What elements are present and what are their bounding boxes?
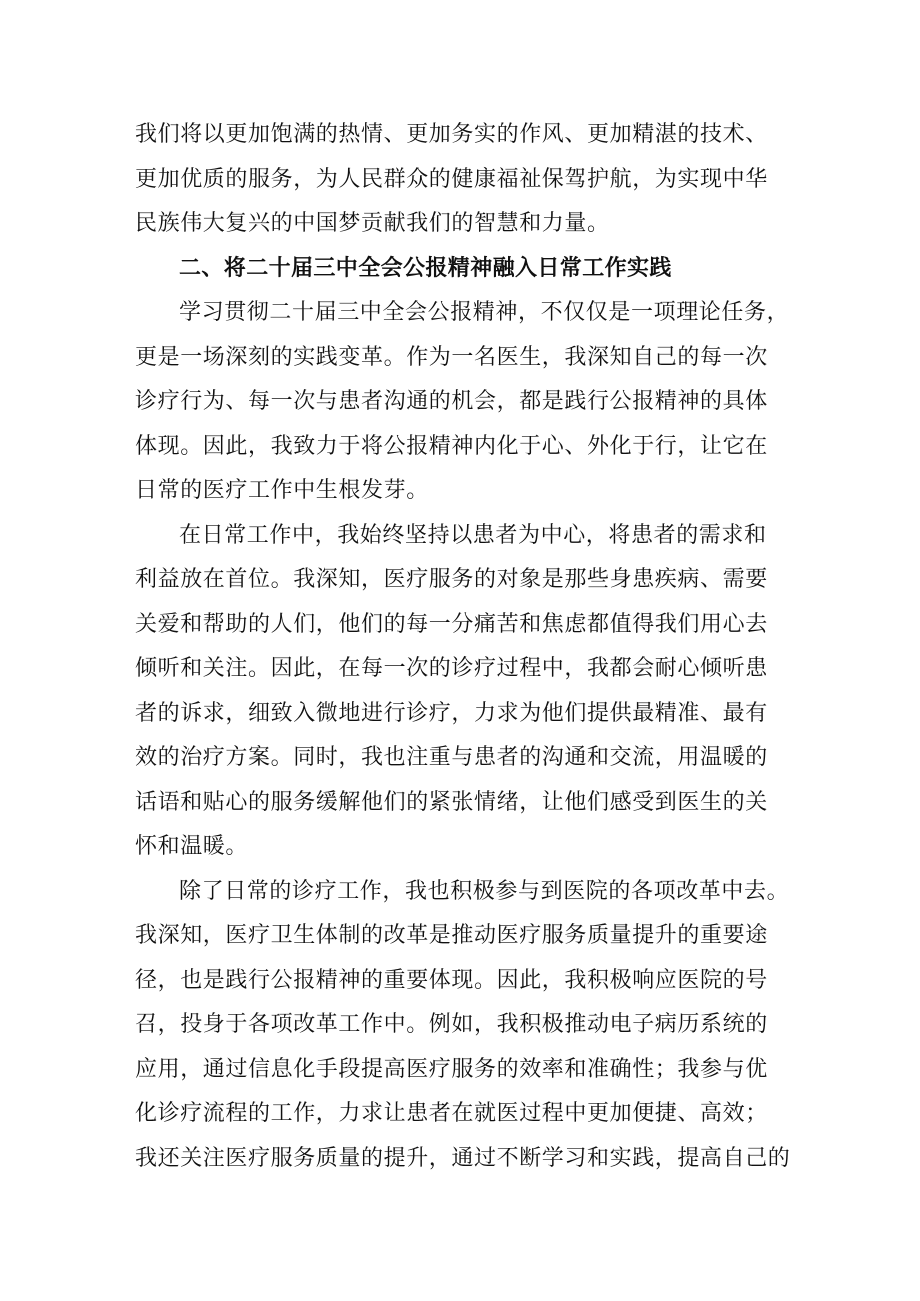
- text-line: 效的治疗方案。同时，我也注重与患者的沟通和交流，用温暖的: [135, 745, 768, 770]
- text-line: 者的诉求，细致入微地进行诊疗，力求为他们提供最精准、最有: [135, 700, 768, 726]
- section-heading: 二、将二十届三中全会公报精神融入日常工作实践: [179, 255, 672, 281]
- document-body: [135, 113, 795, 1181]
- text-line: 化诊疗流程的工作，力求让患者在就医过程中更加便捷、高效；: [135, 1101, 768, 1126]
- paragraph-first-line: 除了日常的诊疗工作，我也积极参与到医院的各项改革中去。: [179, 878, 790, 904]
- paragraph-first-line: 学习贯彻二十届三中全会公报精神，不仅仅是一项理论任务，: [179, 300, 790, 325]
- text-line: 日常的医疗工作中生根发芽。: [135, 478, 429, 503]
- text-line: 体现。因此，我致力于将公报精神内化于心、外化于行，让它在: [135, 433, 768, 459]
- text-line: 我们将以更加饱满的热情、更加务实的作风、更加精湛的技术、: [135, 122, 768, 147]
- text-line: 诊疗行为、每一次与患者沟通的机会，都是践行公报精神的具体: [135, 389, 768, 414]
- text-line: 我还关注医疗服务质量的提升，通过不断学习和实践，提高自己的: [135, 1145, 791, 1171]
- text-line: 应用，通过信息化手段提高医疗服务的效率和准确性；我参与优: [135, 1056, 768, 1082]
- text-line: 召，投身于各项改革工作中。例如，我积极推动电子病历系统的: [135, 1012, 768, 1037]
- text-line: 话语和贴心的服务缓解他们的紧张情绪，让他们感受到医生的关: [135, 789, 768, 815]
- text-line: 倾听和关注。因此，在每一次的诊疗过程中，我都会耐心倾听患: [135, 656, 768, 681]
- text-line: 径，也是践行公报精神的重要体现。因此，我积极响应医院的号: [135, 967, 768, 993]
- text-line: 我深知，医疗卫生体制的改革是推动医疗服务质量提升的重要途: [135, 923, 768, 948]
- text-line: 更是一场深刻的实践变革。作为一名医生，我深知自己的每一次: [135, 344, 768, 370]
- text-line: 怀和温暖。: [135, 834, 249, 859]
- text-line: 利益放在首位。我深知，医疗服务的对象是那些身患疾病、需要: [135, 567, 768, 592]
- text-line: 关爱和帮助的人们，他们的每一分痛苦和焦虑都值得我们用心去: [135, 611, 768, 637]
- paragraph-first-line: 在日常工作中，我始终坚持以患者为中心，将患者的需求和: [179, 522, 767, 548]
- text-line: 更加优质的服务，为人民群众的健康福祉保驾护航，为实现中华: [135, 166, 768, 192]
- text-line: 民族伟大复兴的中国梦贡献我们的智慧和力量。: [135, 211, 610, 236]
